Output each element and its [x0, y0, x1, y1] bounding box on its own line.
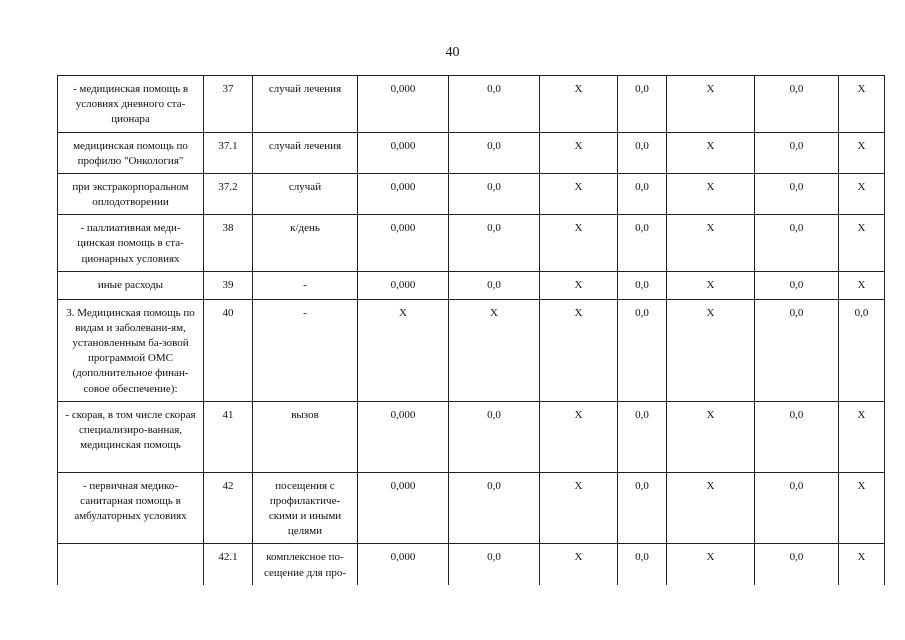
table-row	[58, 299, 885, 401]
value-cell: 0,0	[755, 544, 839, 585]
value-cell: 0,0	[449, 76, 540, 133]
row-unit: случай лечения	[253, 76, 358, 133]
value-cell: 0,0	[449, 215, 540, 272]
value-cell: 0,0	[449, 173, 540, 214]
value-cell: X	[839, 472, 885, 544]
value-cell: 0,0	[449, 544, 540, 585]
value-cell: 0,0	[755, 271, 839, 299]
row-name: при экстракорпоральном оплодотворении	[58, 173, 204, 214]
row-name: - скорая, в том числе скорая специализиро-ванная, медицинская помощь	[58, 401, 204, 472]
value-cell: X	[540, 401, 618, 472]
value-cell: X	[667, 215, 755, 272]
value-cell: X	[540, 132, 618, 173]
value-cell: 0,0	[618, 132, 667, 173]
value-cell: X	[449, 299, 540, 401]
value-cell: X	[839, 76, 885, 133]
row-unit: посещения с профилактиче-скими и иными целями	[253, 472, 358, 544]
row-name: - паллиативная меди-цинская помощь в ста-ционарных условиях	[58, 215, 204, 272]
value-cell: 0,0	[618, 472, 667, 544]
table-row	[58, 271, 885, 299]
row-unit: случай	[253, 173, 358, 214]
table-row	[58, 173, 885, 214]
value-cell: 0,0	[755, 401, 839, 472]
value-cell: X	[667, 132, 755, 173]
row-unit: комплексное по-сещение для про-	[253, 544, 358, 585]
value-cell: 0,0	[755, 299, 839, 401]
value-cell: X	[667, 299, 755, 401]
page-number: 40	[445, 45, 460, 60]
row-unit: вызов	[253, 401, 358, 472]
row-code: 41	[204, 401, 253, 472]
value-cell: X	[667, 472, 755, 544]
row-code: 38	[204, 215, 253, 272]
value-cell: 0,000	[358, 173, 449, 214]
value-cell: X	[540, 299, 618, 401]
value-cell: X	[839, 271, 885, 299]
value-cell: X	[839, 215, 885, 272]
row-code: 37	[204, 76, 253, 133]
table-row	[58, 132, 885, 173]
value-cell: 0,0	[449, 132, 540, 173]
value-cell: 0,000	[358, 215, 449, 272]
value-cell: 0,0	[618, 215, 667, 272]
value-cell: X	[667, 544, 755, 585]
value-cell: 0,000	[358, 401, 449, 472]
value-cell: X	[839, 401, 885, 472]
value-cell: X	[667, 173, 755, 214]
row-name: - медицинская помощь в условиях дневного ста-ционара	[58, 76, 204, 133]
value-cell: 0,0	[755, 76, 839, 133]
row-code: 42.1	[204, 544, 253, 585]
table-row	[58, 401, 885, 472]
table-row	[58, 472, 885, 544]
value-cell: X	[540, 472, 618, 544]
value-cell: X	[839, 173, 885, 214]
row-name	[58, 544, 204, 585]
value-cell: 0,0	[449, 271, 540, 299]
row-code: 42	[204, 472, 253, 544]
value-cell: X	[667, 401, 755, 472]
table-row	[58, 76, 885, 133]
value-cell: 0,000	[358, 472, 449, 544]
value-cell: 0,0	[755, 173, 839, 214]
row-unit: случай лечения	[253, 132, 358, 173]
value-cell: 0,0	[618, 76, 667, 133]
data-table	[57, 75, 885, 585]
value-cell: X	[540, 215, 618, 272]
value-cell: X	[667, 271, 755, 299]
value-cell: X	[540, 173, 618, 214]
value-cell: 0,0	[755, 472, 839, 544]
value-cell: 0,0	[618, 544, 667, 585]
value-cell: 0,000	[358, 132, 449, 173]
value-cell: 0,0	[618, 271, 667, 299]
row-unit: -	[253, 299, 358, 401]
row-name: медицинская помощь по профилю "Онкология"	[58, 132, 204, 173]
value-cell: X	[358, 299, 449, 401]
value-cell: X	[540, 271, 618, 299]
row-code: 39	[204, 271, 253, 299]
row-name: - первичная медико-санитарная помощь в амбулаторных условиях	[58, 472, 204, 544]
value-cell: 0,0	[618, 401, 667, 472]
value-cell: 0,0	[755, 215, 839, 272]
value-cell: X	[540, 544, 618, 585]
value-cell: 0,000	[358, 76, 449, 133]
value-cell: 0,000	[358, 271, 449, 299]
value-cell: 0,0	[839, 299, 885, 401]
table-row	[58, 544, 885, 585]
table-row	[58, 215, 885, 272]
value-cell: 0,0	[755, 132, 839, 173]
value-cell: 0,0	[618, 173, 667, 214]
value-cell: X	[667, 76, 755, 133]
row-unit: к/день	[253, 215, 358, 272]
value-cell: 0,0	[449, 472, 540, 544]
value-cell: 0,0	[618, 299, 667, 401]
row-code: 40	[204, 299, 253, 401]
row-name: 3. Медицинская помощь по видам и заболевани-ям, установленным ба-зовой программой ОМС (дополнительное финан-совое обеспечение):	[58, 299, 204, 401]
value-cell: X	[839, 132, 885, 173]
row-unit: -	[253, 271, 358, 299]
value-cell: X	[839, 544, 885, 585]
row-name: иные расходы	[58, 271, 204, 299]
row-code: 37.2	[204, 173, 253, 214]
row-code: 37.1	[204, 132, 253, 173]
value-cell: X	[540, 76, 618, 133]
value-cell: 0,000	[358, 544, 449, 585]
value-cell: 0,0	[449, 401, 540, 472]
